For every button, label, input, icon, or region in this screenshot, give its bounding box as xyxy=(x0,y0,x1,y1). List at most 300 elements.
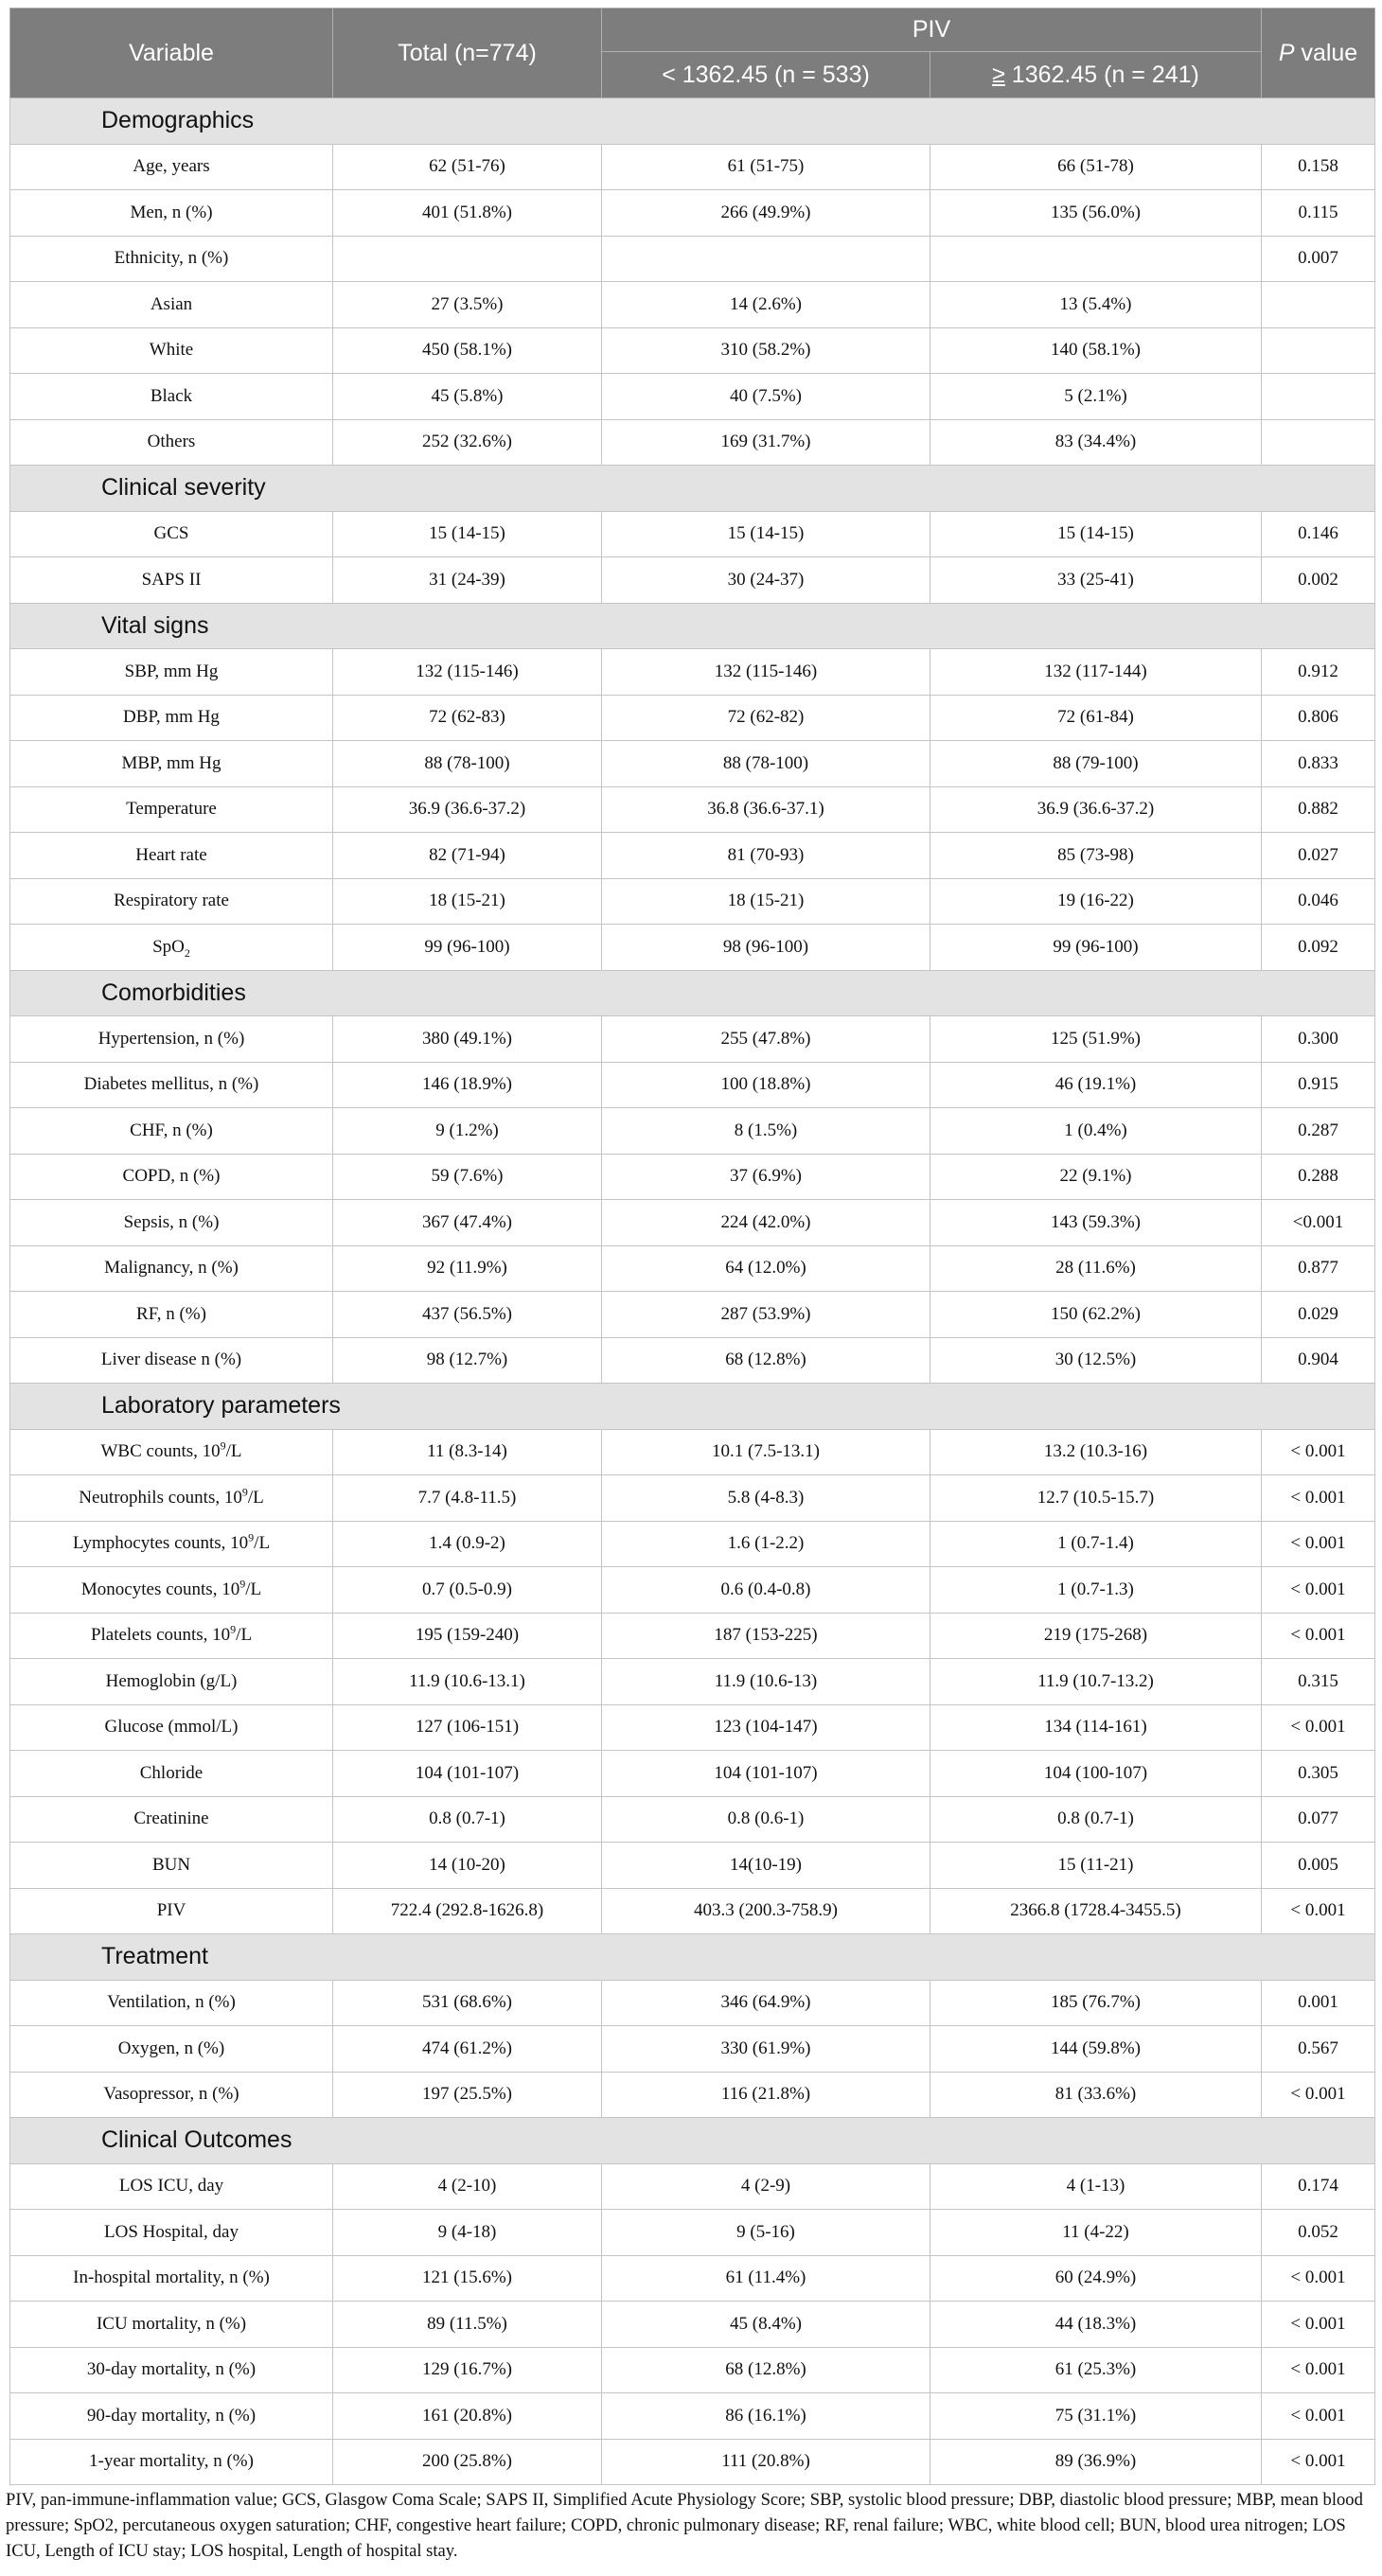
table-row xyxy=(10,236,1375,282)
cell-total: 11 (8.3-14) xyxy=(333,1429,602,1475)
cell-p-value: 0.077 xyxy=(1262,1796,1375,1843)
cell-variable xyxy=(10,236,333,282)
cell-total: 62 (51-76) xyxy=(333,144,602,190)
table-row xyxy=(10,2026,1375,2073)
section-title: Clinical severity xyxy=(10,466,1375,512)
cell-total: 36.9 (36.6-37.2) xyxy=(333,786,602,833)
cell-high-group: 1 (0.4%) xyxy=(930,1108,1262,1155)
cell-high-group: 81 (33.6%) xyxy=(930,2072,1262,2118)
header-low-group: < 1362.45 (n = 533) xyxy=(602,52,930,98)
table-row xyxy=(10,1245,1375,1292)
cell-low-group: 4 (2-9) xyxy=(602,2163,930,2210)
cell-variable xyxy=(10,419,333,466)
cell-low-group: 266 (49.9%) xyxy=(602,190,930,237)
variable-label: White xyxy=(149,340,194,361)
variable-label: Temperature xyxy=(126,799,217,820)
cell-high-group: 11 (4-22) xyxy=(930,2210,1262,2256)
variable-label: 30-day mortality, n (%) xyxy=(86,2359,257,2380)
cell-high-group: 13 (5.4%) xyxy=(930,282,1262,328)
cell-p-value: 0.029 xyxy=(1262,1292,1375,1338)
cell-high-group: 135 (56.0%) xyxy=(930,190,1262,237)
cell-p-value: 0.146 xyxy=(1262,511,1375,557)
cell-variable xyxy=(10,786,333,833)
variable-superscript: 9 xyxy=(248,1530,255,1544)
cell-total: 200 (25.8%) xyxy=(333,2439,602,2485)
table-row xyxy=(10,1337,1375,1384)
variable-label: Glucose (mmol/L) xyxy=(104,1717,239,1738)
cell-variable xyxy=(10,2439,333,2485)
cell-high-group: 99 (96-100) xyxy=(930,925,1262,971)
table-row xyxy=(10,1292,1375,1338)
cell-total: 45 (5.8%) xyxy=(333,374,602,420)
cell-total: 252 (32.6%) xyxy=(333,419,602,466)
variable-label: Men, n (%) xyxy=(130,202,213,222)
variable-label: Platelets counts, 10 xyxy=(90,1625,231,1646)
cell-high-group: 144 (59.8%) xyxy=(930,2026,1262,2073)
cell-p-value: < 0.001 xyxy=(1262,1704,1375,1751)
cell-low-group: 0.8 (0.6-1) xyxy=(602,1796,930,1843)
cell-variable xyxy=(10,1843,333,1889)
table-row xyxy=(10,2255,1375,2302)
cell-p-value: < 0.001 xyxy=(1262,2255,1375,2302)
cell-low-group: 330 (61.9%) xyxy=(602,2026,930,2073)
cell-p-value: < 0.001 xyxy=(1262,2439,1375,2485)
cell-total: 14 (10-20) xyxy=(333,1843,602,1889)
variable-label: RF, n (%) xyxy=(136,1303,206,1324)
variable-label: WBC counts, 10 xyxy=(100,1441,221,1462)
cell-p-value: 0.912 xyxy=(1262,649,1375,696)
variable-label: Ventilation, n (%) xyxy=(107,1992,236,2013)
cell-p-value: < 0.001 xyxy=(1262,2393,1375,2440)
cell-low-group: 9 (5-16) xyxy=(602,2210,930,2256)
variable-label: Heart rate xyxy=(135,844,207,865)
header-variable: Variable xyxy=(10,9,333,98)
table-row xyxy=(10,557,1375,604)
table-row xyxy=(10,282,1375,328)
cell-total: 15 (14-15) xyxy=(333,511,602,557)
cell-variable xyxy=(10,1337,333,1384)
section-title: Treatment xyxy=(10,1934,1375,1981)
cell-low-group: 0.6 (0.4-0.8) xyxy=(602,1567,930,1614)
table-row xyxy=(10,144,1375,190)
cell-low-group: 132 (115-146) xyxy=(602,649,930,696)
cell-total xyxy=(333,236,602,282)
variable-label: Liver disease n (%) xyxy=(100,1350,242,1370)
cell-p-value: 0.305 xyxy=(1262,1751,1375,1797)
cell-variable xyxy=(10,695,333,741)
cell-total: 72 (62-83) xyxy=(333,695,602,741)
section-row xyxy=(10,2118,1375,2164)
section-row xyxy=(10,970,1375,1016)
cell-low-group: 255 (47.8%) xyxy=(602,1016,930,1063)
variable-label: ICU mortality, n (%) xyxy=(96,2313,247,2334)
cell-p-value: 0.904 xyxy=(1262,1337,1375,1384)
header-high-group xyxy=(930,52,1262,98)
cell-total: 104 (101-107) xyxy=(333,1751,602,1797)
cell-high-group: 185 (76.7%) xyxy=(930,1980,1262,2026)
cell-total: 27 (3.5%) xyxy=(333,282,602,328)
variable-label: Sepsis, n (%) xyxy=(123,1211,220,1232)
cell-high-group: 15 (14-15) xyxy=(930,511,1262,557)
table-row xyxy=(10,2302,1375,2348)
cell-total: 99 (96-100) xyxy=(333,925,602,971)
cell-low-group: 72 (62-82) xyxy=(602,695,930,741)
table-row xyxy=(10,878,1375,925)
cell-high-group: 1 (0.7-1.3) xyxy=(930,1567,1262,1614)
cell-total: 92 (11.9%) xyxy=(333,1245,602,1292)
cell-high-group: 143 (59.3%) xyxy=(930,1200,1262,1246)
table-row xyxy=(10,1429,1375,1475)
variable-label: Hemoglobin (g/L) xyxy=(105,1670,238,1691)
variable-label: Oxygen, n (%) xyxy=(117,2038,225,2058)
cell-p-value: 0.300 xyxy=(1262,1016,1375,1063)
cell-p-value: 0.174 xyxy=(1262,2163,1375,2210)
cell-p-value: 0.092 xyxy=(1262,925,1375,971)
cell-p-value: 0.052 xyxy=(1262,2210,1375,2256)
cell-p-value: < 0.001 xyxy=(1262,1567,1375,1614)
table-row xyxy=(10,1062,1375,1108)
cell-variable xyxy=(10,1108,333,1155)
table-row xyxy=(10,190,1375,237)
section-title: Comorbidities xyxy=(10,970,1375,1016)
cell-p-value: 0.001 xyxy=(1262,1980,1375,2026)
cell-high-group: 33 (25-41) xyxy=(930,557,1262,604)
cell-total: 0.8 (0.7-1) xyxy=(333,1796,602,1843)
cell-low-group: 14 (2.6%) xyxy=(602,282,930,328)
cell-p-value: 0.158 xyxy=(1262,144,1375,190)
cell-low-group: 30 (24-37) xyxy=(602,557,930,604)
cell-p-value: < 0.001 xyxy=(1262,2347,1375,2393)
cell-total: 132 (115-146) xyxy=(333,649,602,696)
variable-label: Malignancy, n (%) xyxy=(104,1258,239,1279)
variable-unit: /L xyxy=(225,1441,242,1462)
variable-label: CHF, n (%) xyxy=(130,1120,213,1140)
cell-low-group: 123 (104-147) xyxy=(602,1704,930,1751)
cell-p-value: 0.915 xyxy=(1262,1062,1375,1108)
cell-high-group: 0.8 (0.7-1) xyxy=(930,1796,1262,1843)
variable-label: Vasopressor, n (%) xyxy=(103,2084,239,2105)
variable-unit: /L xyxy=(254,1533,271,1554)
cell-total: 4 (2-10) xyxy=(333,2163,602,2210)
cell-variable xyxy=(10,2393,333,2440)
cell-variable xyxy=(10,878,333,925)
table-row xyxy=(10,925,1375,971)
section-row xyxy=(10,98,1375,145)
cell-low-group: 287 (53.9%) xyxy=(602,1292,930,1338)
variable-label: COPD, n (%) xyxy=(122,1166,221,1187)
cell-total: 9 (1.2%) xyxy=(333,1108,602,1155)
section-row xyxy=(10,466,1375,512)
cell-p-value: <0.001 xyxy=(1262,1200,1375,1246)
cell-total: 7.7 (4.8-11.5) xyxy=(333,1475,602,1522)
cell-variable xyxy=(10,1751,333,1797)
cell-variable xyxy=(10,144,333,190)
cell-variable xyxy=(10,2026,333,2073)
cell-high-group: 15 (11-21) xyxy=(930,1843,1262,1889)
cell-high-group: 4 (1-13) xyxy=(930,2163,1262,2210)
cell-variable xyxy=(10,1567,333,1614)
table-row xyxy=(10,1154,1375,1200)
table-row xyxy=(10,1108,1375,1155)
cell-variable xyxy=(10,2210,333,2256)
cell-low-group: 61 (51-75) xyxy=(602,144,930,190)
cell-total: 146 (18.9%) xyxy=(333,1062,602,1108)
section-row xyxy=(10,1384,1375,1430)
variable-label: MBP, mm Hg xyxy=(121,752,221,773)
variable-label: SBP, mm Hg xyxy=(124,661,219,681)
variable-superscript: 9 xyxy=(220,1438,226,1453)
variable-label: Lymphocytes counts, 10 xyxy=(72,1533,249,1554)
cell-p-value: 0.567 xyxy=(1262,2026,1375,2073)
cell-total: 98 (12.7%) xyxy=(333,1337,602,1384)
cell-total: 437 (56.5%) xyxy=(333,1292,602,1338)
cell-high-group: 60 (24.9%) xyxy=(930,2255,1262,2302)
cell-low-group: 18 (15-21) xyxy=(602,878,930,925)
table-row xyxy=(10,833,1375,879)
cell-total: 722.4 (292.8-1626.8) xyxy=(333,1888,602,1934)
table-row xyxy=(10,649,1375,696)
cell-total: 367 (47.4%) xyxy=(333,1200,602,1246)
cell-total: 121 (15.6%) xyxy=(333,2255,602,2302)
cell-high-group: 22 (9.1%) xyxy=(930,1154,1262,1200)
cell-variable xyxy=(10,557,333,604)
variable-label: SpO xyxy=(152,936,185,957)
variable-label: In-hospital mortality, n (%) xyxy=(73,2267,270,2288)
cell-low-group: 403.3 (200.3-758.9) xyxy=(602,1888,930,1934)
variable-label: BUN xyxy=(151,1854,191,1875)
cell-high-group: 125 (51.9%) xyxy=(930,1016,1262,1063)
table-row xyxy=(10,327,1375,374)
cell-low-group: 111 (20.8%) xyxy=(602,2439,930,2485)
cell-variable xyxy=(10,1613,333,1659)
variable-label: Asian xyxy=(150,293,193,314)
cell-variable xyxy=(10,1016,333,1063)
cell-variable xyxy=(10,741,333,787)
cell-total: 88 (78-100) xyxy=(333,741,602,787)
cell-high-group: 75 (31.1%) xyxy=(930,2393,1262,2440)
cell-variable xyxy=(10,511,333,557)
cell-p-value: 0.027 xyxy=(1262,833,1375,879)
cell-low-group: 224 (42.0%) xyxy=(602,1200,930,1246)
cell-variable xyxy=(10,2163,333,2210)
cell-low-group: 11.9 (10.6-13) xyxy=(602,1659,930,1705)
cell-variable xyxy=(10,833,333,879)
cell-variable xyxy=(10,1796,333,1843)
cell-variable xyxy=(10,282,333,328)
variable-label: Respiratory rate xyxy=(114,891,229,911)
cell-total: 474 (61.2%) xyxy=(333,2026,602,2073)
variable-label: LOS ICU, day xyxy=(118,2176,224,2197)
cell-total: 31 (24-39) xyxy=(333,557,602,604)
cell-high-group: 88 (79-100) xyxy=(930,741,1262,787)
baseline-characteristics-table xyxy=(9,8,1375,2485)
cell-total: 195 (159-240) xyxy=(333,1613,602,1659)
cell-p-value: 0.877 xyxy=(1262,1245,1375,1292)
table-row xyxy=(10,1475,1375,1522)
cell-variable xyxy=(10,1888,333,1934)
table-row xyxy=(10,2072,1375,2118)
cell-variable xyxy=(10,1704,333,1751)
cell-total: 531 (68.6%) xyxy=(333,1980,602,2026)
table-row xyxy=(10,695,1375,741)
cell-variable xyxy=(10,374,333,420)
table-row xyxy=(10,1567,1375,1614)
variable-unit: /L xyxy=(245,1579,262,1599)
cell-total: 401 (51.8%) xyxy=(333,190,602,237)
cell-high-group: 132 (117-144) xyxy=(930,649,1262,696)
cell-variable xyxy=(10,925,333,971)
cell-low-group: 36.8 (36.6-37.1) xyxy=(602,786,930,833)
section-title: Vital signs xyxy=(10,603,1375,649)
cell-p-value xyxy=(1262,327,1375,374)
cell-low-group: 14(10-19) xyxy=(602,1843,930,1889)
cell-p-value xyxy=(1262,374,1375,420)
cell-variable xyxy=(10,649,333,696)
variable-label: Neutrophils counts, 10 xyxy=(79,1487,242,1508)
cell-low-group: 8 (1.5%) xyxy=(602,1108,930,1155)
section-title: Clinical Outcomes xyxy=(10,2118,1375,2164)
variable-label: Black xyxy=(150,385,193,406)
p-italic: P xyxy=(1278,39,1295,66)
cell-p-value: < 0.001 xyxy=(1262,2302,1375,2348)
cell-variable xyxy=(10,1292,333,1338)
p-rest: value xyxy=(1294,39,1358,66)
cell-low-group: 100 (18.8%) xyxy=(602,1062,930,1108)
table-row xyxy=(10,511,1375,557)
cell-p-value: < 0.001 xyxy=(1262,1521,1375,1567)
table-row xyxy=(10,741,1375,787)
cell-variable xyxy=(10,1154,333,1200)
cell-low-group: 1.6 (1-2.2) xyxy=(602,1521,930,1567)
cell-variable xyxy=(10,1429,333,1475)
cell-low-group: 81 (70-93) xyxy=(602,833,930,879)
cell-variable xyxy=(10,1062,333,1108)
table-row xyxy=(10,1751,1375,1797)
table-row xyxy=(10,1521,1375,1567)
cell-high-group: 30 (12.5%) xyxy=(930,1337,1262,1384)
variable-label: Age, years xyxy=(133,156,210,177)
table-row xyxy=(10,2347,1375,2393)
cell-high-group xyxy=(930,236,1262,282)
section-row xyxy=(10,603,1375,649)
cell-low-group: 61 (11.4%) xyxy=(602,2255,930,2302)
cell-p-value: 0.315 xyxy=(1262,1659,1375,1705)
cell-high-group: 85 (73-98) xyxy=(930,833,1262,879)
table-footnote: PIV, pan-immune-inflammation value; GCS, Glasgow Coma Scale; SAPS II, Simplified Acute Physiology Score; SBP, systolic blood pressure; DBP, diastolic blood pressure; MBP, mean blood pressure; SpO2, percutaneous oxygen saturation; CHF, congestive heart failure; COPD, chronic pulmonary disease; RF, renal failure; WBC, white blood cell; BUN, blood urea nitrogen; LOS ICU, Length of ICU stay; LOS hospital, Length of hospital stay. xyxy=(6,2490,1363,2561)
cell-low-group: 15 (14-15) xyxy=(602,511,930,557)
cell-high-group: 89 (36.9%) xyxy=(930,2439,1262,2485)
table-row xyxy=(10,1888,1375,1934)
cell-total: 197 (25.5%) xyxy=(333,2072,602,2118)
cell-total: 89 (11.5%) xyxy=(333,2302,602,2348)
cell-low-group: 169 (31.7%) xyxy=(602,419,930,466)
variable-superscript: 9 xyxy=(239,1577,246,1591)
cell-low-group: 116 (21.8%) xyxy=(602,2072,930,2118)
variable-label: GCS xyxy=(153,523,189,544)
cell-high-group: 13.2 (10.3-16) xyxy=(930,1429,1262,1475)
table-row xyxy=(10,2163,1375,2210)
table-row xyxy=(10,2439,1375,2485)
cell-low-group: 187 (153-225) xyxy=(602,1613,930,1659)
cell-high-group: 72 (61-84) xyxy=(930,695,1262,741)
cell-p-value xyxy=(1262,419,1375,466)
variable-label: DBP, mm Hg xyxy=(123,707,220,728)
cell-total: 380 (49.1%) xyxy=(333,1016,602,1063)
cell-p-value: 0.046 xyxy=(1262,878,1375,925)
table-row xyxy=(10,1843,1375,1889)
cell-variable xyxy=(10,2072,333,2118)
cell-high-group: 140 (58.1%) xyxy=(930,327,1262,374)
cell-variable xyxy=(10,2302,333,2348)
cell-low-group: 5.8 (4-8.3) xyxy=(602,1475,930,1522)
cell-low-group: 10.1 (7.5-13.1) xyxy=(602,1429,930,1475)
cell-high-group: 104 (100-107) xyxy=(930,1751,1262,1797)
table-row xyxy=(10,786,1375,833)
cell-high-group: 1 (0.7-1.4) xyxy=(930,1521,1262,1567)
table-row xyxy=(10,1613,1375,1659)
table-row xyxy=(10,419,1375,466)
cell-p-value: 0.115 xyxy=(1262,190,1375,237)
cell-total: 59 (7.6%) xyxy=(333,1154,602,1200)
cell-low-group xyxy=(602,236,930,282)
variable-label: Ethnicity, n (%) xyxy=(114,248,229,269)
cell-low-group: 98 (96-100) xyxy=(602,925,930,971)
header-p-value xyxy=(1262,9,1375,98)
table-row xyxy=(10,1980,1375,2026)
cell-p-value: < 0.001 xyxy=(1262,1613,1375,1659)
section-row xyxy=(10,1934,1375,1981)
cell-p-value: < 0.001 xyxy=(1262,1888,1375,1934)
cell-total: 161 (20.8%) xyxy=(333,2393,602,2440)
cell-p-value: < 0.001 xyxy=(1262,1475,1375,1522)
cell-low-group: 68 (12.8%) xyxy=(602,2347,930,2393)
cell-total: 11.9 (10.6-13.1) xyxy=(333,1659,602,1705)
variable-label: Creatinine xyxy=(133,1808,209,1829)
cell-low-group: 310 (58.2%) xyxy=(602,327,930,374)
cell-total: 82 (71-94) xyxy=(333,833,602,879)
header-total: Total (n=774) xyxy=(333,9,602,98)
cell-low-group: 40 (7.5%) xyxy=(602,374,930,420)
cell-low-group: 346 (64.9%) xyxy=(602,1980,930,2026)
variable-label: Chloride xyxy=(139,1762,204,1783)
cell-high-group: 83 (34.4%) xyxy=(930,419,1262,466)
cell-high-group: 36.9 (36.6-37.2) xyxy=(930,786,1262,833)
cell-variable xyxy=(10,2347,333,2393)
cell-p-value: 0.833 xyxy=(1262,741,1375,787)
ge-symbol: ≥ xyxy=(992,61,1005,88)
header-piv: PIV xyxy=(602,9,1262,52)
cell-high-group: 12.7 (10.5-15.7) xyxy=(930,1475,1262,1522)
cell-total: 450 (58.1%) xyxy=(333,327,602,374)
variable-label: Diabetes mellitus, n (%) xyxy=(83,1074,259,1095)
cell-high-group: 134 (114-161) xyxy=(930,1704,1262,1751)
cell-low-group: 86 (16.1%) xyxy=(602,2393,930,2440)
cell-variable xyxy=(10,1521,333,1567)
cell-p-value: 0.288 xyxy=(1262,1154,1375,1200)
cell-p-value: 0.806 xyxy=(1262,695,1375,741)
variable-subscript: 2 xyxy=(184,945,190,960)
variable-superscript: 9 xyxy=(230,1622,237,1636)
section-title: Demographics xyxy=(10,98,1375,145)
cell-total: 127 (106-151) xyxy=(333,1704,602,1751)
variable-unit: /L xyxy=(247,1487,264,1508)
table-row xyxy=(10,2393,1375,2440)
cell-variable xyxy=(10,327,333,374)
variable-label: 90-day mortality, n (%) xyxy=(86,2405,257,2426)
cell-total: 9 (4-18) xyxy=(333,2210,602,2256)
table-row xyxy=(10,1796,1375,1843)
cell-variable xyxy=(10,1659,333,1705)
